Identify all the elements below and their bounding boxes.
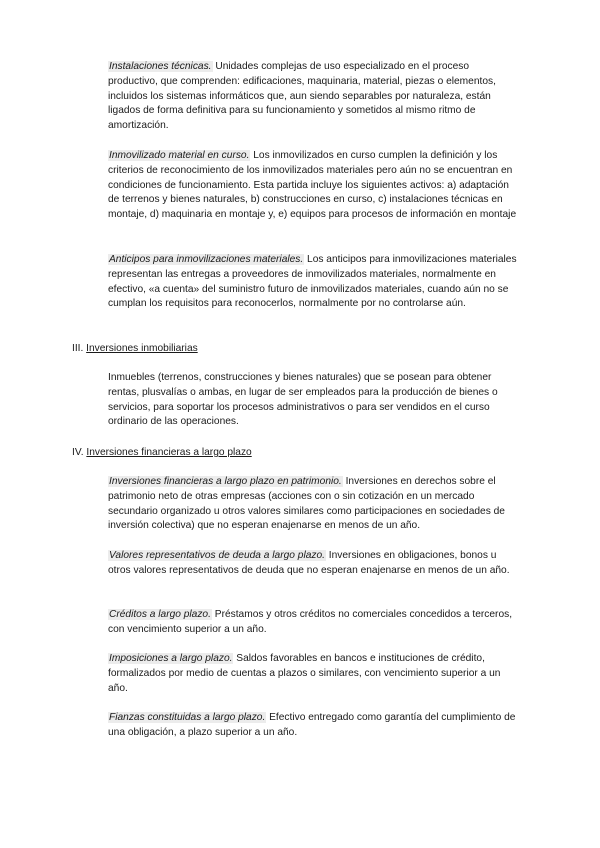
heading-numeral-iii: III.	[72, 343, 87, 354]
term-creditos: Créditos a largo plazo.	[109, 609, 211, 620]
term-inversiones-patrimonio: Inversiones financieras a largo plazo en patrimonio.	[109, 476, 342, 487]
definition-inversiones-inmobiliarias: Inmuebles (terrenos, construcciones y bienes naturales) que se posean para obtener rentas, plusvalías o ambas, en lugar de ser empleados para la producción de bienes o servicios, para soportar los procesos administrativos o para ser vendidos en el curso ordinario de las operaciones.	[108, 372, 498, 428]
definition-anticipos: Los anticipos para inmovilizaciones materiales representan las entregas a proveedores de inmovilizados materiales, normalmente en efectivo, «a cuenta» del suministro futuro de inmovilizados materiales, cuando aún no se cumplan los requisitos para reconocerlos, normalmente por no controlarse aún.	[108, 254, 517, 310]
term-anticipos: Anticipos para inmovilizaciones materiales.	[109, 254, 304, 265]
paragraph-anticipos	[108, 253, 520, 312]
definition-imposiciones: Saldos favorables en bancos e instituciones de crédito, formalizados por medio de cuentas a plazos o similares, con vencimiento superior a un año.	[108, 653, 501, 694]
definition-valores-deuda: Inversiones en obligaciones, bonos u otros valores representativos de deuda que no esperan enajenarse en menos de un año.	[108, 550, 510, 576]
paragraph-inversiones-patrimonio	[108, 475, 520, 534]
paragraph-instalaciones-tecnicas	[108, 60, 520, 134]
heading-title-inversiones-inmobiliarias: Inversiones inmobiliarias	[86, 343, 198, 354]
term-valores-deuda: Valores representativos de deuda a largo plazo.	[109, 550, 325, 561]
definition-inmovilizado-en-curso: Los inmovilizados en curso cumplen la definición y los criterios de reconocimiento de los inmovilizados materiales pero aún no se encuentran en condiciones de funcionamiento. Esta partida incluye los siguientes activos: a) adaptación de terrenos y bienes naturales, b) construcciones en curso, c) instalaciones técnicas en montaje, d) maquinaria en montaje y, e) equipos para procesos de información en montaje	[108, 150, 517, 221]
term-imposiciones: Imposiciones a largo plazo.	[109, 653, 233, 664]
term-instalaciones-tecnicas: Instalaciones técnicas.	[109, 61, 212, 72]
definition-inversiones-patrimonio: Inversiones en derechos sobre el patrimonio neto de otras empresas (acciones con o sin cotización en un mercado secundario organizado u otros valores similares como participaciones en sociedades de inversión colectiva) que no esperan enajenarse en menos de un año.	[108, 476, 505, 532]
paragraph-creditos	[108, 608, 520, 638]
paragraph-imposiciones	[108, 652, 520, 696]
definition-fianzas: Efectivo entregado como garantía del cumplimiento de una obligación, a plazo superior a un año.	[108, 712, 516, 738]
heading-numeral-iv: IV.	[72, 447, 87, 458]
heading-inversiones-financieras	[72, 446, 512, 461]
definition-creditos: Préstamos y otros créditos no comerciales concedidos a terceros, con vencimiento superior a un año.	[108, 609, 513, 635]
heading-title-inversiones-financieras: Inversiones financieras a largo plazo	[86, 447, 252, 458]
paragraph-inmovilizado-en-curso	[108, 149, 520, 223]
term-inmovilizado-en-curso: Inmovilizado material en curso.	[109, 150, 250, 161]
paragraph-inversiones-inmobiliarias	[108, 371, 520, 430]
term-fianzas: Fianzas constituidas a largo plazo.	[109, 712, 266, 723]
paragraph-valores-deuda	[108, 549, 520, 579]
definition-instalaciones-tecnicas: Unidades complejas de uso especializado en el proceso productivo, que comprenden: edificaciones, maquinaria, material, piezas o elementos, incluidos los sistemas informáticos que, aun siendo separables por naturaleza, están ligados de forma definitiva para su funcionamiento y sometidos al mismo ritmo de amortización.	[108, 61, 496, 132]
paragraph-fianzas	[108, 711, 520, 741]
heading-inversiones-inmobiliarias	[72, 342, 512, 357]
